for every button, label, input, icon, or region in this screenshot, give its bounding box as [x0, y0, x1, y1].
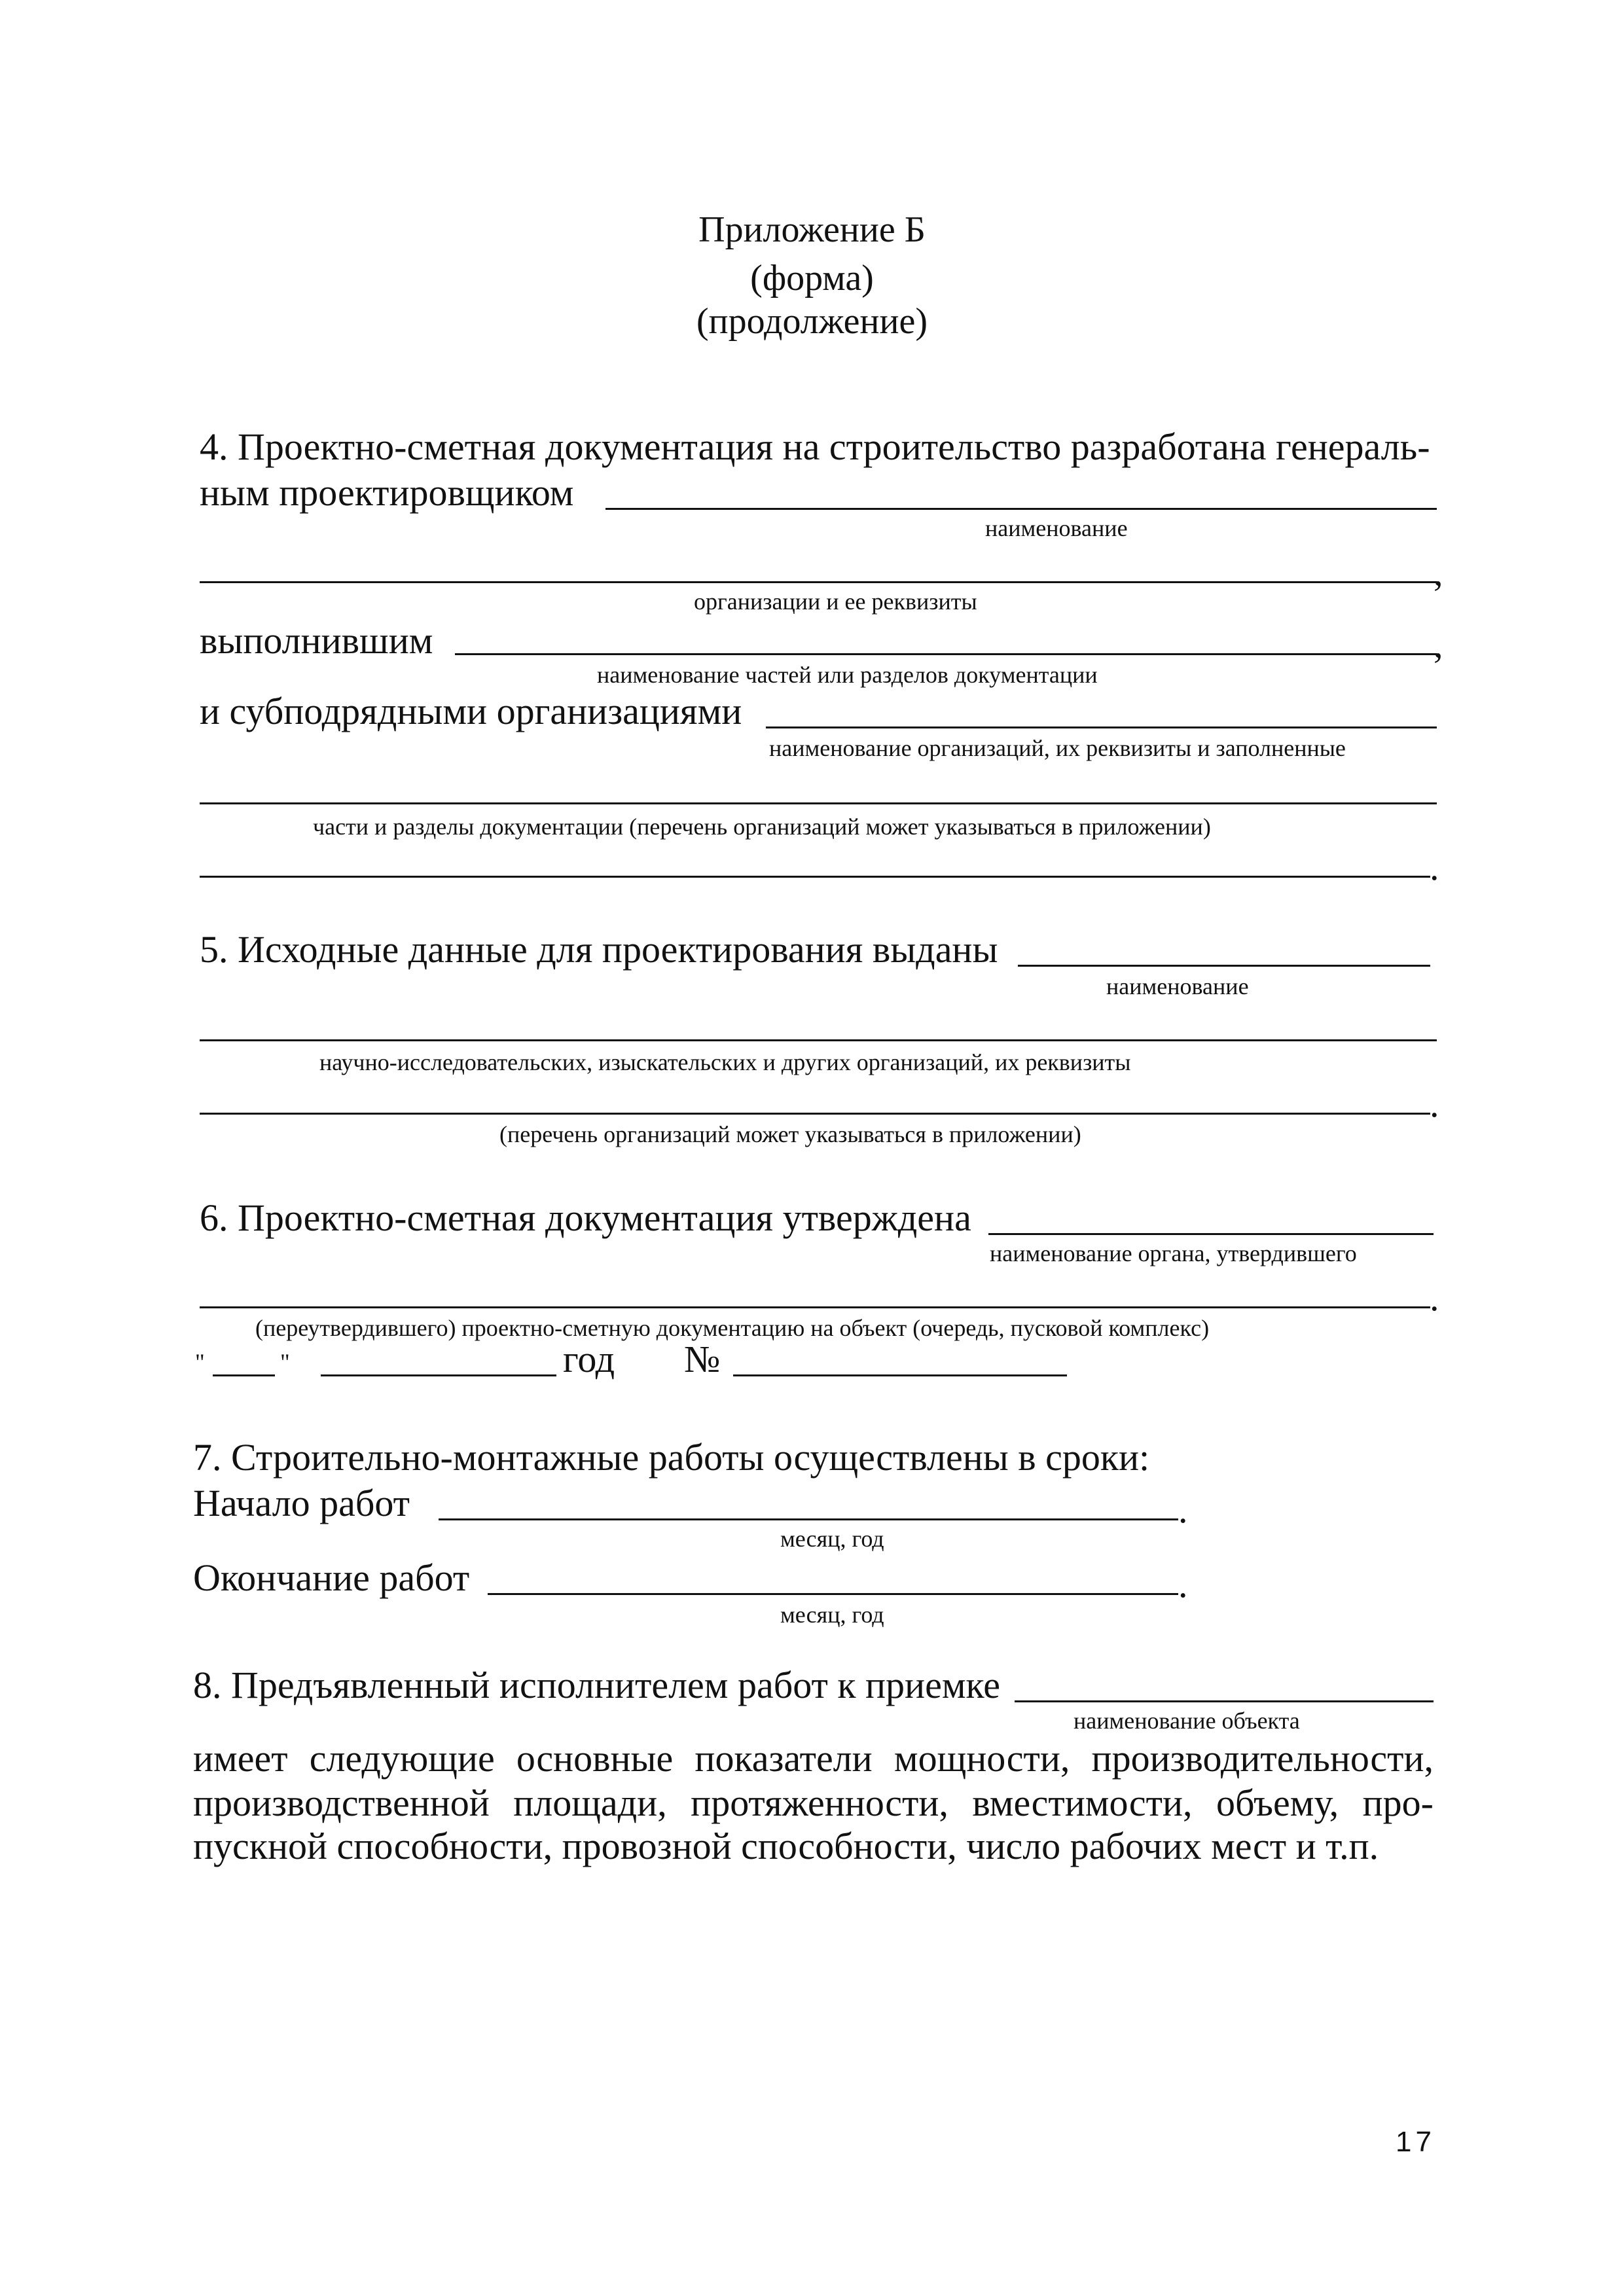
- section7-title: 7. Строительно-монтажные работы осуществлены в сроки:: [193, 1436, 1150, 1479]
- section4-line2: ным проектировщиком: [200, 471, 574, 514]
- caption-name: наименование: [985, 515, 1128, 541]
- caption-subcontractors: наименование организаций, их реквизиты и заполненные: [769, 735, 1346, 761]
- research-org-field-2[interactable]: [200, 1113, 1430, 1115]
- period-end: .: [1178, 1563, 1188, 1605]
- body-line-1: имеет следующие основные показатели мощности, производительности,: [193, 1737, 1434, 1780]
- comma-2: ,: [1434, 623, 1443, 666]
- caption-end: месяц, год: [780, 1602, 884, 1628]
- subcontractors-field[interactable]: [766, 726, 1437, 728]
- start-date-field[interactable]: [439, 1518, 1178, 1520]
- period-s5: .: [1430, 1083, 1439, 1125]
- body-line-3: пускной способности, провозной способности, число рабочих мест и т.п.: [193, 1825, 1379, 1867]
- day-field[interactable]: [213, 1374, 275, 1376]
- source-data-field[interactable]: [1018, 965, 1430, 967]
- organization-field[interactable]: [200, 581, 1437, 583]
- caption-subcontractors-2: части и разделы документации (перечень организаций может указываться в приложении): [313, 814, 1211, 840]
- caption-start: месяц, год: [780, 1526, 884, 1552]
- subcontractors-field-2[interactable]: [200, 802, 1437, 804]
- section6-title: 6. Проектно-сметная документация утверждена: [200, 1196, 971, 1239]
- end-date-field[interactable]: [488, 1593, 1178, 1595]
- caption-organization: организации и ее реквизиты: [694, 588, 977, 615]
- subcontractors-field-3[interactable]: [200, 876, 1430, 878]
- page-number: 17: [1396, 2126, 1435, 2158]
- form-label: (форма): [750, 258, 874, 298]
- continuation-label: (продолжение): [696, 301, 928, 342]
- subcontractors-label: и субподрядными организациями: [200, 690, 742, 732]
- section8-title: 8. Предъявленный исполнителем работ к приемке: [193, 1664, 1001, 1706]
- caption-object: наименование объекта: [1074, 1708, 1300, 1734]
- decision-number-field[interactable]: [733, 1374, 1067, 1376]
- caption-reapproved: (переутвердившего) проектно-сметную документацию на объект (очередь, пусковой комплекс): [255, 1315, 1210, 1341]
- year-label: год: [563, 1338, 615, 1380]
- approving-organ-field[interactable]: [200, 1306, 1430, 1308]
- end-label: Окончание работ: [193, 1556, 470, 1599]
- start-label: Начало работ: [193, 1482, 410, 1524]
- caption-research-orgs: научно-исследовательских, изыскательских и других организаций, их реквизиты: [319, 1049, 1131, 1075]
- section5-title: 5. Исходные данные для проектирования выданы: [200, 928, 998, 971]
- period-s6: .: [1430, 1276, 1439, 1319]
- caption-list-s5: (перечень организаций может указываться в приложении): [499, 1121, 1081, 1147]
- period-start: .: [1178, 1488, 1188, 1531]
- performed-label: выполнившим: [200, 619, 433, 662]
- approved-by-field[interactable]: [988, 1233, 1434, 1235]
- general-designer-field[interactable]: [605, 508, 1437, 510]
- month-field[interactable]: [321, 1374, 556, 1376]
- section4-line1: 4. Проектно-сметная документация на строительство разработана генераль-: [200, 425, 1430, 468]
- parts-field[interactable]: [455, 653, 1437, 655]
- research-org-field[interactable]: [200, 1039, 1437, 1041]
- comma-1: ,: [1434, 551, 1443, 594]
- object-name-field[interactable]: [1015, 1700, 1434, 1702]
- quote-close: ": [280, 1349, 290, 1375]
- appendix-title: Приложение Б: [698, 209, 926, 250]
- caption-name-s5: наименование: [1106, 973, 1249, 999]
- number-label: №: [684, 1338, 721, 1380]
- body-line-2: производственной площади, протяженности, вместимости, объему, про-: [193, 1782, 1434, 1824]
- caption-parts: наименование частей или разделов документации: [597, 662, 1098, 688]
- quote-open: ": [195, 1349, 205, 1375]
- caption-organ: наименование органа, утвердившего: [990, 1240, 1357, 1266]
- period-s4: .: [1430, 846, 1439, 888]
